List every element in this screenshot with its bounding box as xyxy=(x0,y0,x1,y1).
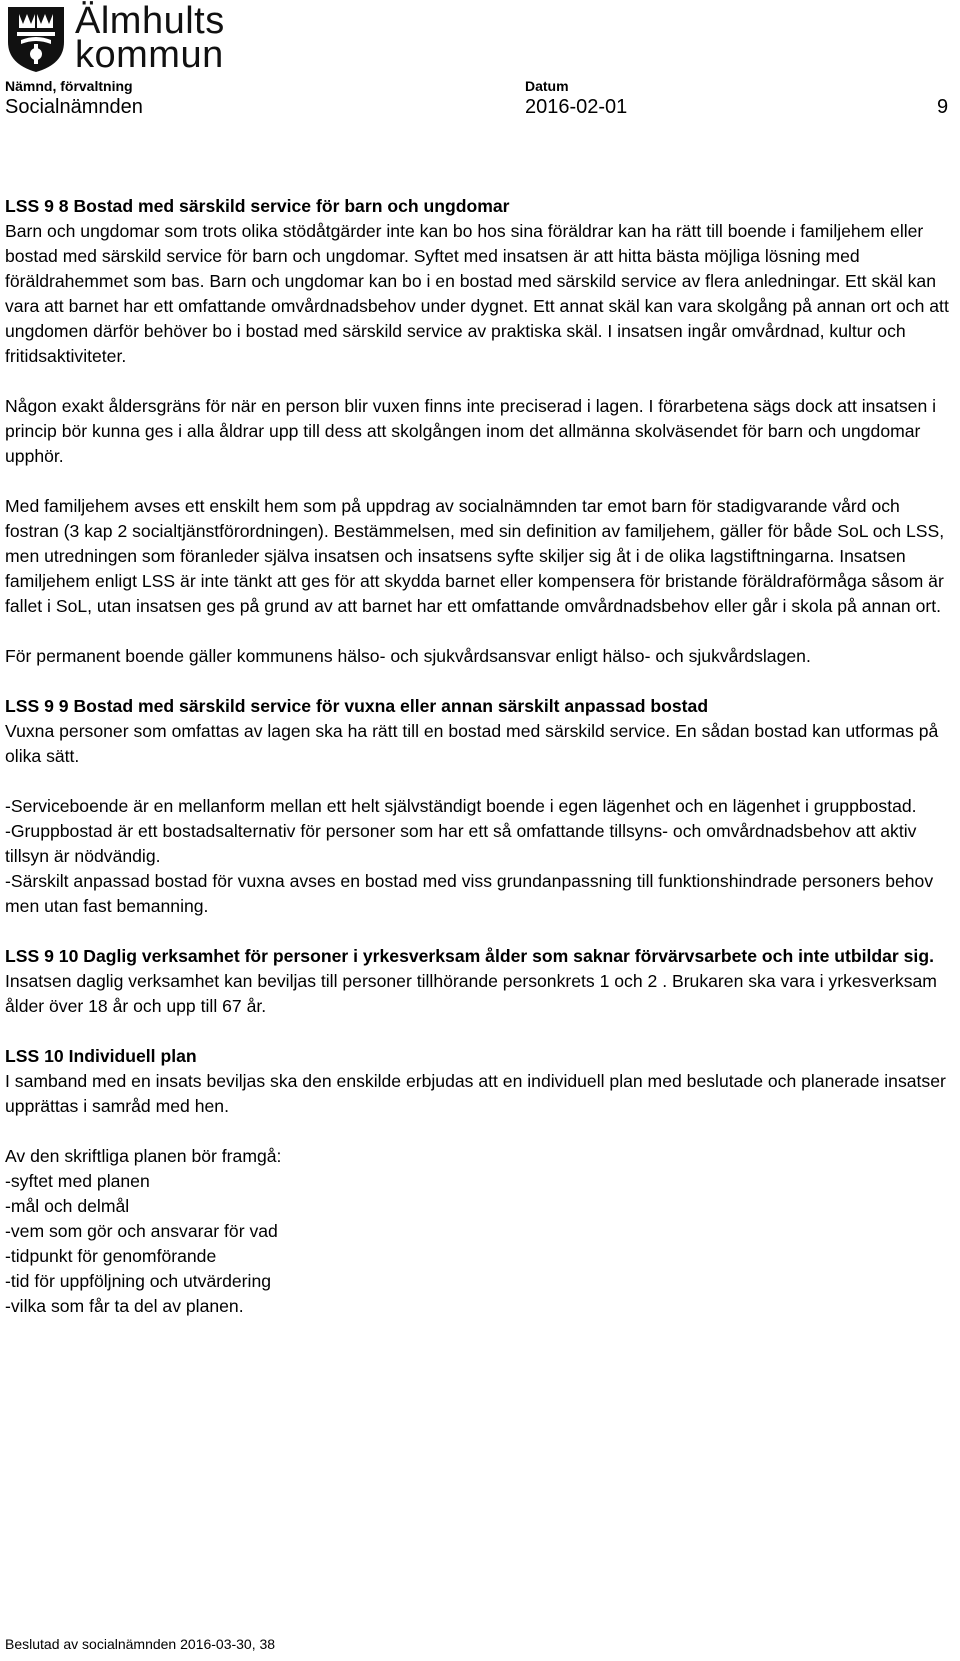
paragraph: Barn och ungdomar som trots olika stödåtgärder inte kan bo hos sina föräldrar kan ha rätt till boende i familjehem eller bostad med särskild service för barn och ungdomar. Syftet med insatsen är att hitta bästa möjliga lösning med föräldrahemmet som bas. Barn och ungdomar kan bo i en bostad med särskild service av flera anledningar. Ett skäl kan vara att barnet har ett omfattande omvårdnadsbehov under dygnet. Ett annat skäl kan vara skolgång på annan ort och att ungdomen därför behöver bo i bostad med särskild service av praktiska skäl. I insatsen ingår omvårdnad, kultur och fritidsaktiviteter. xyxy=(5,221,949,366)
section-heading: LSS 10 Individuell plan xyxy=(5,1046,197,1066)
header-label-date: Datum xyxy=(525,78,569,94)
list-item: -syftet med planen xyxy=(5,1171,150,1191)
paragraph: Någon exakt åldersgräns för när en person blir vuxen finns inte preciserad i lagen. I förarbetena sägs dock att insatsen i princip bör kunna ges i alla åldrar upp till dess att skolgången inom det allmänna skolväsendet för barn och ungdomar upphör. xyxy=(5,396,937,466)
section-heading: LSS 9 10 Daglig verksamhet för personer i yrkesverksam ålder som saknar förvärvsarbete och inte utbildar sig. xyxy=(5,946,934,966)
page-number: 9 xyxy=(937,96,949,118)
list-item: -vem som gör och ansvarar för vad xyxy=(5,1221,278,1241)
footer-note: Beslutad av socialnämnden 2016-03-30, 38 xyxy=(5,1636,276,1652)
list-item: -tidpunkt för genomförande xyxy=(5,1246,217,1266)
paragraph: I samband med en insats beviljas ska den enskilde erbjudas att en individuell plan med beslutade och planerade insatser upprättas i samråd med hen. xyxy=(5,1071,946,1116)
list-intro: Av den skriftliga planen bör framgå: xyxy=(5,1146,282,1166)
municipal-coat-of-arms-icon xyxy=(5,4,67,74)
paragraph: Med familjehem avses ett enskilt hem som på uppdrag av socialnämnden tar emot barn för stadigvarande vård och fostran (3 kap 2 socialtjänstförordningen). Bestämmelsen, med sin definition av familjehem, gäller för både SoL och LSS, men utredningen som föranleder själva insatsen och insatsens syfte skiljer sig åt i de olika lagstiftningarna. Insatsen familjehem enligt LSS är inte tänkt att ges för att skydda barnet eller kompensera för bristande föräldraförmåga såsom är fallet i SoL, utan insatsen ges på grund av att barnet har ett omfattande omvårdnadsbehov eller går i skola på annan ort. xyxy=(5,496,945,616)
paragraph: För permanent boende gäller kommunens hälso- och sjukvårdsansvar enligt hälso- och sjukvårdslagen. xyxy=(5,646,811,666)
brand-wordmark xyxy=(75,0,225,76)
header-label-board: Nämnd, förvaltning xyxy=(5,78,133,94)
list-item: -Serviceboende är en mellanform mellan ett helt självständigt boende i egen lägenhet och en lägenhet i gruppbostad. xyxy=(5,796,917,816)
header-date: 2016-02-01 xyxy=(525,96,628,118)
document-body xyxy=(5,194,950,1319)
brand-line-2: kommun xyxy=(75,34,224,76)
brand-line-1: Älmhults xyxy=(75,0,225,42)
paragraph: Insatsen daglig verksamhet kan beviljas till personer tillhörande personkrets 1 och 2 . Brukaren ska vara i yrkesverksam ålder över 18 år och upp till 67 år. xyxy=(5,971,937,1016)
list-item: -vilka som får ta del av planen. xyxy=(5,1296,244,1316)
list-item: -Särskilt anpassad bostad för vuxna avses en bostad med viss grundanpassning till funktionshindrade personers behov men utan fast bemanning. xyxy=(5,871,934,916)
list-item: -mål och delmål xyxy=(5,1196,130,1216)
section-heading: LSS 9 8 Bostad med särskild service för barn och ungdomar xyxy=(5,196,510,216)
header-board-name: Socialnämnden xyxy=(5,96,143,118)
list-item: -tid för uppföljning och utvärdering xyxy=(5,1271,272,1291)
list-item: -Gruppbostad är ett bostadsalternativ för personer som har ett så omfattande tillsyns- och omvårdnadsbehov att aktiv tillsyn är nödvändig. xyxy=(5,821,917,866)
section-heading: LSS 9 9 Bostad med särskild service för vuxna eller annan särskilt anpassad bostad xyxy=(5,696,709,716)
paragraph: Vuxna personer som omfattas av lagen ska ha rätt till en bostad med särskild service. En sådan bostad kan utformas på olika sätt. xyxy=(5,721,939,766)
